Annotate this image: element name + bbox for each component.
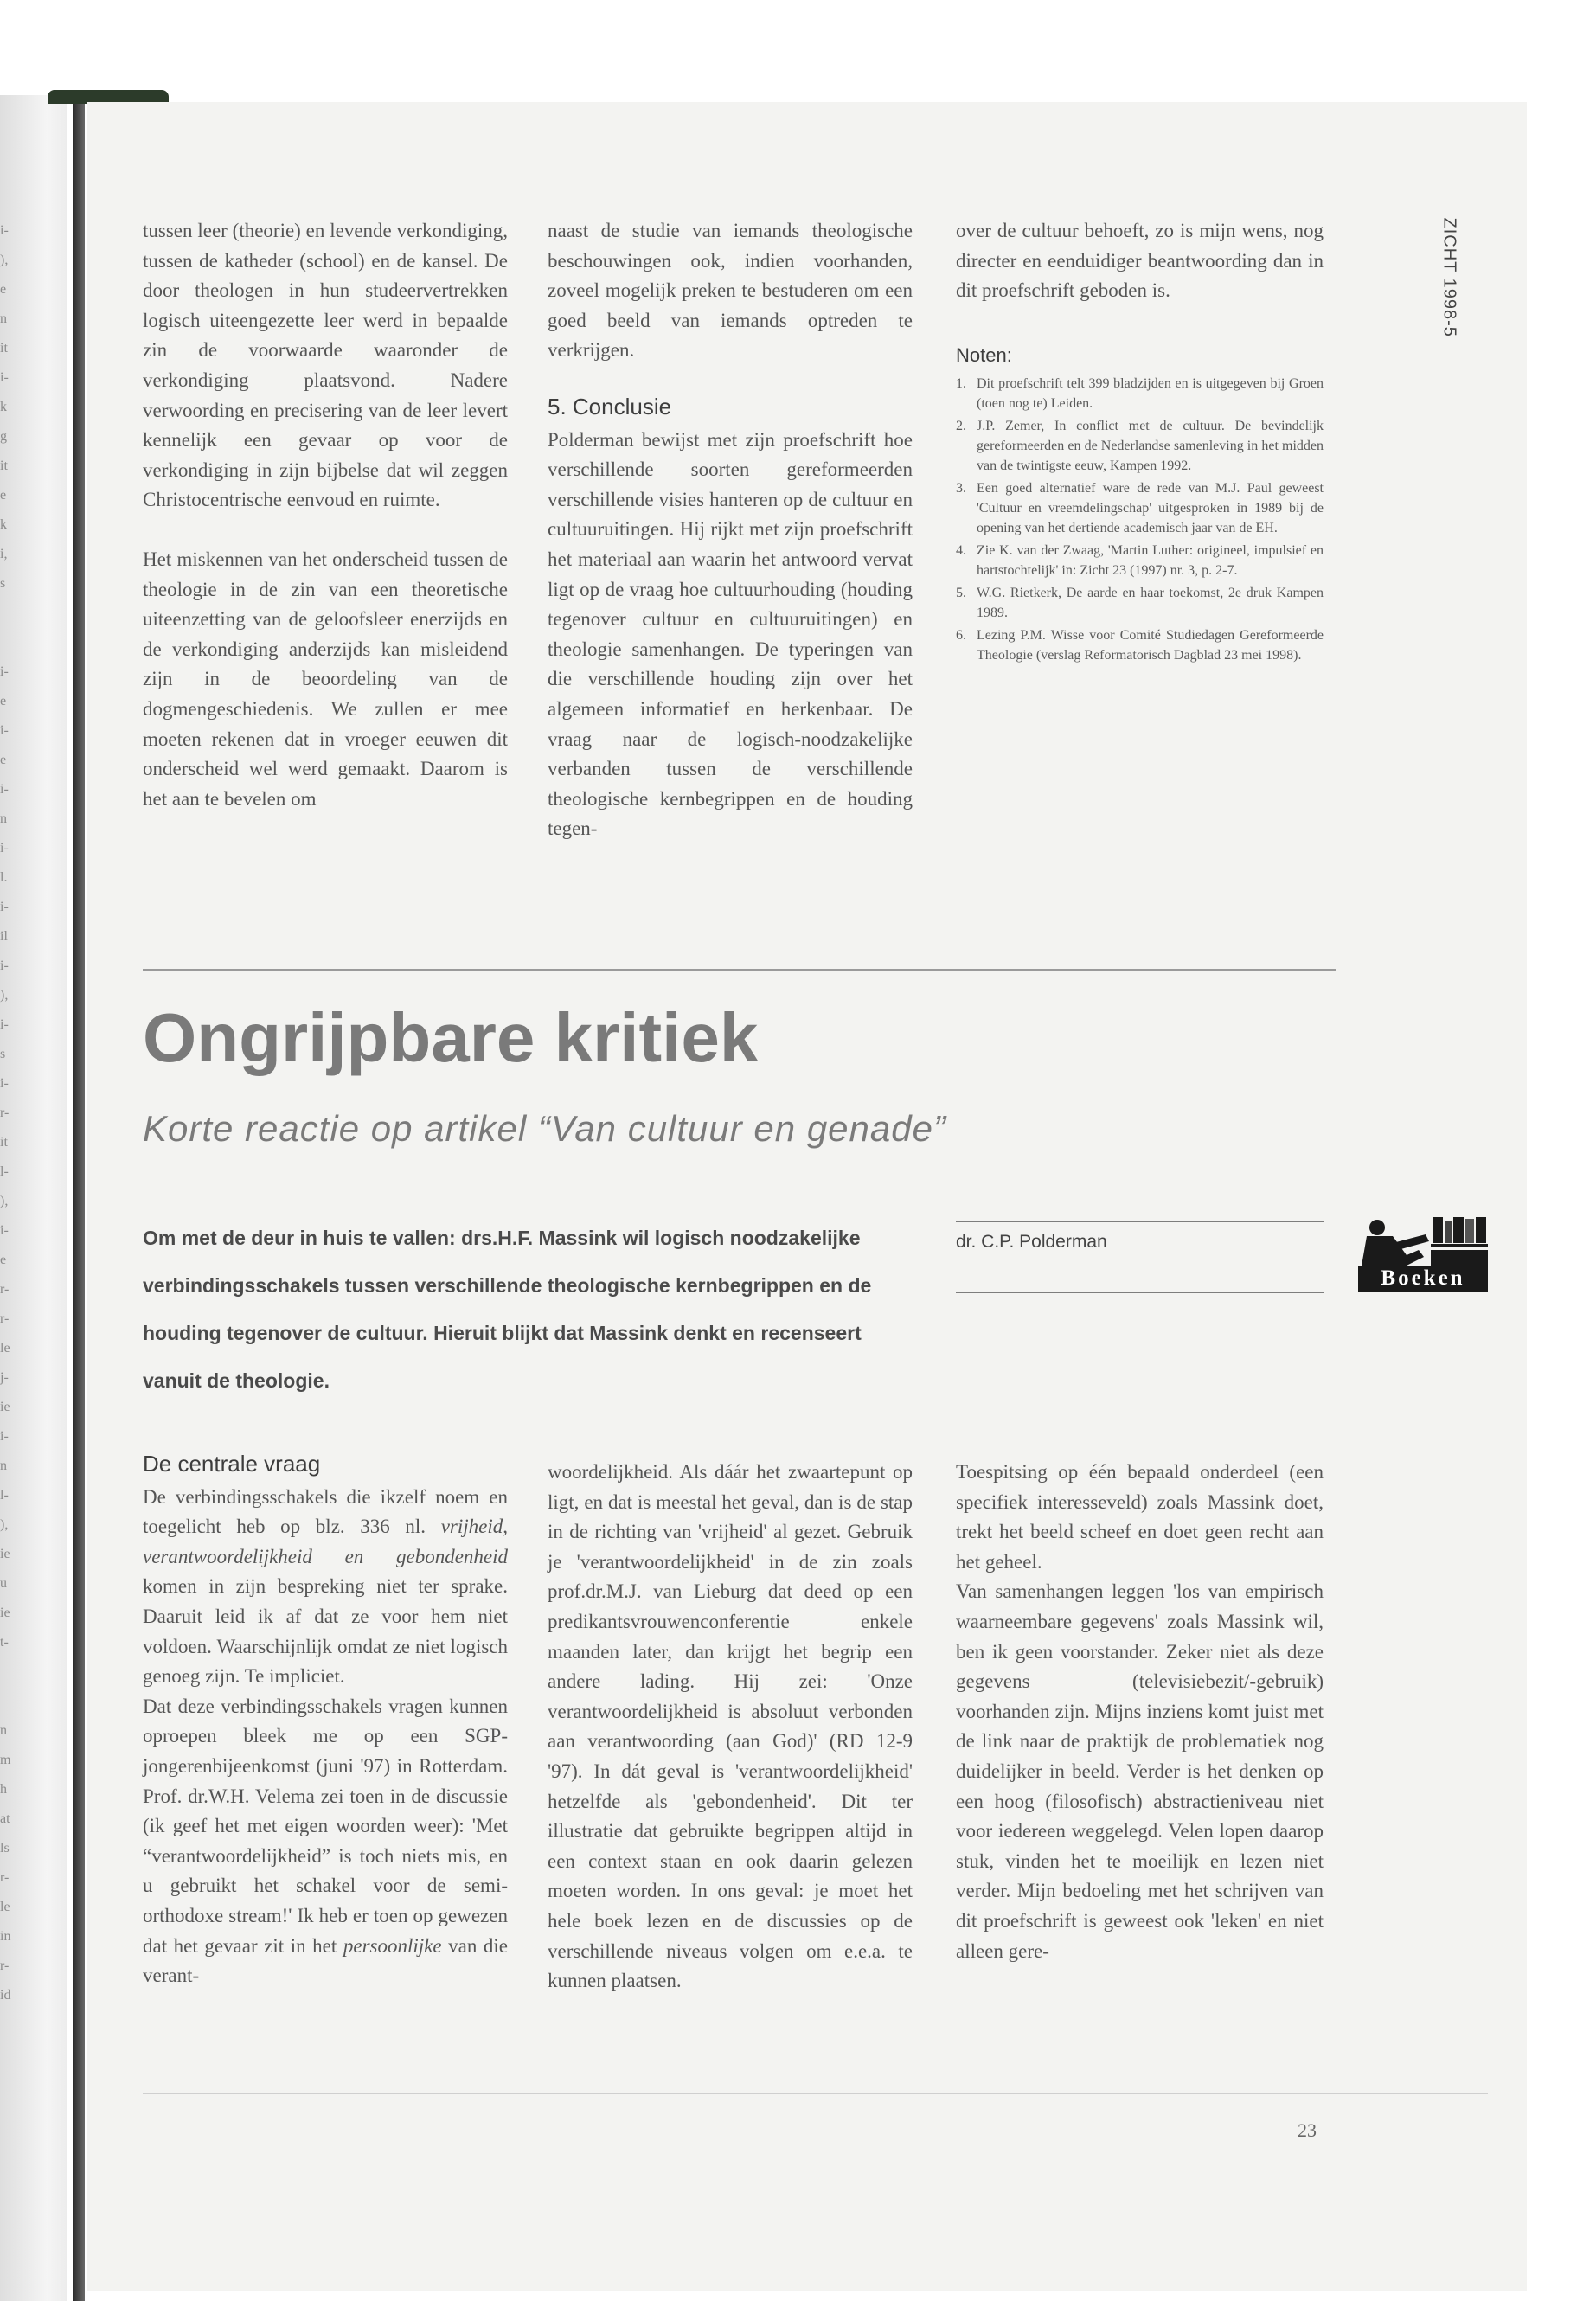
facing-page-bleed (0, 216, 31, 2033)
note-item (956, 583, 1324, 623)
note-item (956, 625, 1324, 665)
bleed-fragment (0, 599, 31, 628)
note-item (956, 478, 1324, 538)
bleed-fragment: i- (0, 723, 9, 738)
bleed-fragment: n (0, 311, 7, 326)
author-rule-top (956, 1221, 1324, 1222)
bleed-fragment: n (0, 811, 7, 826)
bleed-fragment: i- (0, 900, 9, 914)
bleed-fragment: r- (0, 1282, 10, 1297)
bleed-fragment: j- (0, 1370, 9, 1385)
bleed-fragment: i- (0, 223, 9, 238)
bleed-fragment: ), (0, 253, 9, 267)
reader-books-icon (1358, 1215, 1488, 1266)
note-number: 5. (956, 586, 966, 601)
bleed-fragment: le (0, 1900, 10, 1914)
section-badge-label: Boeken (1358, 1266, 1488, 1292)
bleed-fragment: e (0, 753, 7, 767)
bleed-fragment (0, 1657, 31, 1687)
paragraph: naast de studie van iemands theologische beschouwingen ook, indien voorhanden, zoveel mogelijk preken te bestuderen om een goed beeld van iemands optreden te verkrijgen. (548, 220, 913, 362)
bleed-fragment: l- (0, 1164, 9, 1179)
bleed-fragment: r- (0, 1870, 10, 1885)
note-text: Zie K. van der Zwaag, 'Martin Luther: origineel, impulsief en hartstochtelijk' in: Zicht 23 (1997) nr. 3, p. 2-7. (977, 543, 1324, 579)
bleed-fragment: ), (0, 1194, 9, 1208)
author-byline: dr. C.P. Polderman (956, 1232, 1107, 1252)
note-number: 3. (956, 481, 966, 497)
bleed-fragment: ie (0, 1606, 10, 1620)
paragraph: tussen leer (theorie) en levende verkondiging, tussen de katheder (school) en de kansel. De door theologen in hun studeervertrekken logisch uiteengezette leer werd in bepaalde zin de voorwaarde waaronder de verkondiging plaatsvond. Nadere verwoording en precisering van de leer levert kennelijk een gevaar op voor de verkondiging in zijn bijbelse dat wil zeggen Christocentrische eenvoud en ruimte. (143, 220, 508, 511)
note-number: 4. (956, 543, 966, 559)
bleed-fragment: it (0, 341, 8, 356)
note-text: Lezing P.M. Wisse voor Comité Studiedagen Gereformeerde Theologie (verslag Reformatorisch Dagblad 23 mei 1998). (977, 628, 1324, 663)
bleed-fragment (0, 1687, 31, 1716)
bleed-fragment: i- (0, 1429, 9, 1444)
note-text: Dit proefschrift telt 399 bladzijden en is uitgegeven bij Groen (toen nog te) Leiden. (977, 376, 1324, 412)
bleed-fragment: e (0, 282, 7, 297)
bleed-fragment: i- (0, 1223, 9, 1238)
bleed-fragment: i- (0, 782, 9, 797)
bleed-fragment: i- (0, 958, 9, 973)
bleed-fragment: ie (0, 1400, 10, 1414)
running-head-text: ZICHT 1998-5 (1439, 217, 1459, 337)
bleed-fragment: il (0, 929, 8, 944)
bleed-fragment: i- (0, 1076, 9, 1091)
bleed-fragment: i- (0, 841, 9, 856)
article-column-1 (143, 1449, 508, 1991)
note-item (956, 541, 1324, 580)
note-text: W.G. Rietkerk, De aarde en haar toekomst, 2e druk Kampen 1989. (977, 586, 1324, 621)
running-head (1432, 217, 1466, 363)
article-title: Ongrijpbare kritiek (143, 999, 759, 1076)
section-heading: De centrale vraag (143, 1451, 321, 1477)
bleed-fragment: s (0, 1047, 6, 1061)
top-column-2 (548, 216, 913, 844)
paragraph: Dat deze verbindingsschakels vragen kunnen oproepen bleek me op een SGP-jongerenbijeenkomst (juni '97) in Rotterdam. Prof. dr.W.H. Velema zei toen in de discussie (ik geef het met eigen woorden weer): 'Met “verantwoordelijkheid” is toch niets mis, en u gebruikt het schakel voor de semi-orthodoxe stream!' Ik heb er toen op gewezen dat het gevaar zit in het persoonlijke van die verant- (143, 1695, 508, 1987)
book-spine (73, 97, 85, 2301)
bleed-fragment: e (0, 488, 7, 503)
note-text: J.P. Zemer, In conflict met de cultuur. De bevindelijk gereformeerden en de Nederlandse samenleving in het midden van de twintigste eeuw, Kampen 1992. (977, 419, 1324, 474)
note-text: Een goed alternatief ware de rede van M.J. Paul geweest 'Cultuur en vreemdelingschap' uitgesproken in 1989 bij de opening van het dertiende academisch jaar van de EH. (977, 481, 1324, 536)
paragraph: Polderman bewijst met zijn proefschrift hoe verschillende soorten gereformeerden verschillende visies hanteren op de cultuur en cultuuruitingen. Hij rijkt met zijn proefschrift het materiaal aan waarin het antwoord vervat ligt op de vraag hoe cultuurhouding (houding tegenover cultuur en cultuuruitingen) en theologie samenhangen. De typeringen van die verschillende houding zijn over het algemeen informatief en herkenbaar. De vraag naar de logisch-noodzakelijke verbanden tussen de verschillende theologische kernbegrippen en de houding tegen- (548, 428, 913, 840)
bleed-fragment: r- (0, 1958, 10, 1973)
note-number: 6. (956, 628, 966, 644)
bleed-fragment: ), (0, 988, 9, 1003)
bleed-fragment: i- (0, 1017, 9, 1032)
section-heading: 5. Conclusie (548, 393, 672, 420)
notes-heading: Noten: (956, 343, 1012, 366)
notes-list (956, 374, 1324, 665)
bleed-fragment: r- (0, 1311, 10, 1326)
paragraph: Toespitsing op één bepaald onderdeel (een specifiek interesseveld) zoals Massink doet, trekt het beeld scheef en doet geen recht aan het geheel. (956, 1461, 1324, 1573)
note-number: 1. (956, 376, 966, 392)
article-subtitle: Korte reactie op artikel “Van cultuur en genade” (143, 1108, 946, 1149)
bleed-fragment: l. (0, 870, 8, 885)
bleed-fragment: it (0, 1135, 8, 1150)
footer-rule (143, 2093, 1488, 2094)
note-item (956, 374, 1324, 413)
emphasis: persoonlijke (343, 1934, 442, 1957)
bleed-fragment: t- (0, 1635, 9, 1650)
bleed-fragment: l- (0, 1488, 9, 1503)
bleed-fragment: i- (0, 664, 9, 679)
section-badge (1358, 1215, 1488, 1292)
paragraph: De verbindingsschakels die ikzelf noem en toegelicht heb op blz. 336 nl. vrijheid, verantwoordelijkheid en gebondenheid komen in zijn bespreking niet ter sprake. Daaruit leid ik af dat ze voor hem niet voldoen. Waarschijnlijk omdat ze niet logisch genoeg zijn. Te impliciet. (143, 1485, 508, 1688)
bleed-fragment: ls (0, 1841, 10, 1856)
bleed-fragment: le (0, 1341, 10, 1356)
bleed-fragment: g (0, 429, 7, 444)
bleed-fragment: u (0, 1576, 7, 1591)
bleed-fragment: ), (0, 1517, 9, 1532)
bleed-fragment: in (0, 1929, 11, 1944)
bleed-fragment: at (0, 1811, 10, 1826)
article-column-2 (548, 1458, 913, 1997)
bleed-fragment: it (0, 458, 8, 473)
bleed-fragment: ie (0, 1547, 10, 1561)
paragraph: over de cultuur behoeft, zo is mijn wens, nog directer en eenduidiger beantwoording dan in dit proefschrift geboden is. (956, 220, 1324, 302)
bleed-fragment: n (0, 1723, 7, 1738)
bleed-fragment: e (0, 694, 7, 708)
bleed-fragment: r- (0, 1106, 10, 1120)
top-column-1 (143, 216, 508, 814)
author-rule-bottom (956, 1292, 1324, 1293)
bleed-fragment: k (0, 517, 7, 532)
bleed-fragment: m (0, 1753, 11, 1767)
paragraph: Van samenhangen leggen 'los van empirisch waarneembare gegevens' zoals Massink wil, ben ik geen voorstander. Zeker niet als deze gegevens (televisiebezit/-gebruik) voorhanden zijn. Mijns inziens komt juist met de link naar de praktijk de problematiek nog duidelijker in beeld. Verder is het denken op een hoog (filosofisch) abstractieniveau niet voor iedereen weggelegd. Velen lopen daarop stuk, vinden het te moeilijk en lezen niet verder. Mijn bedoeling met het schrijven van dit proefschrift is geweest ook 'leken' en niet alleen gere- (956, 1580, 1324, 1962)
emphasis: vrijheid, verantwoordelijkheid en gebondenheid (143, 1516, 508, 1567)
article-lead: Om met de deur in huis te vallen: drs.H.F. Massink wil logisch noodzakelijke verbindingsschakels tussen verschillende theologische kernbegrippen en de houding tegenover de cultuur. Hieruit blijkt dat Massink denkt en recenseert vanuit de theologie. (143, 1227, 872, 1392)
article-divider (143, 969, 1336, 971)
bleed-fragment (0, 628, 31, 657)
article-column-3 (956, 1458, 1324, 1966)
bleed-fragment: n (0, 1458, 7, 1473)
bleed-fragment: k (0, 400, 7, 414)
bleed-fragment: id (0, 1988, 11, 2003)
bleed-fragment: h (0, 1782, 7, 1797)
bleed-fragment: e (0, 1253, 7, 1267)
note-number: 2. (956, 419, 966, 434)
page-number: 23 (1298, 2119, 1317, 2141)
top-column-3 (956, 216, 1324, 668)
bleed-fragment: i, (0, 547, 8, 561)
bleed-fragment: s (0, 576, 6, 591)
bleed-fragment: i- (0, 370, 9, 385)
note-item (956, 416, 1324, 476)
paragraph: Het miskennen van het onderscheid tussen de theologie in de zin van een theoretische uiteenzetting van de geloofsleer enerzijds en de verkondiging anderzijds kan misleidend zijn in de beoordeling van de dogmengeschiedenis. We zullen er mee moeten rekenen dat in vroeger eeuwen dit onderscheid wel werd gemaakt. Daarom is het aan te bevelen om (143, 548, 508, 810)
paragraph: woordelijkheid. Als dáár het zwaartepunt op ligt, en dat is meestal het geval, dan is de stap in de richting van 'vrijheid' al gezet. Gebruik je 'verantwoordelijkheid' in de zin zoals prof.dr.M.J. van Lieburg dat deed op een predikantsvrouwenconferentie enkele maanden later, dan krijgt het begrip een andere lading. Hij zei: 'Onze verantwoordelijkheid is absoluut verbonden aan verantwoording (aan God)' (RD 12-9 '97). In dát geval is 'verantwoordelijkheid' hetzelfde als 'gebondenheid'. Dit ter illustratie dat gebruikte begrippen altijd in een context staan en ook daarin gelezen moeten worden. In ons geval: je moet het hele boek lezen en de discussies op de verschillende niveaus volgen om e.e.a. te kunnen plaatsen. (548, 1461, 913, 1992)
